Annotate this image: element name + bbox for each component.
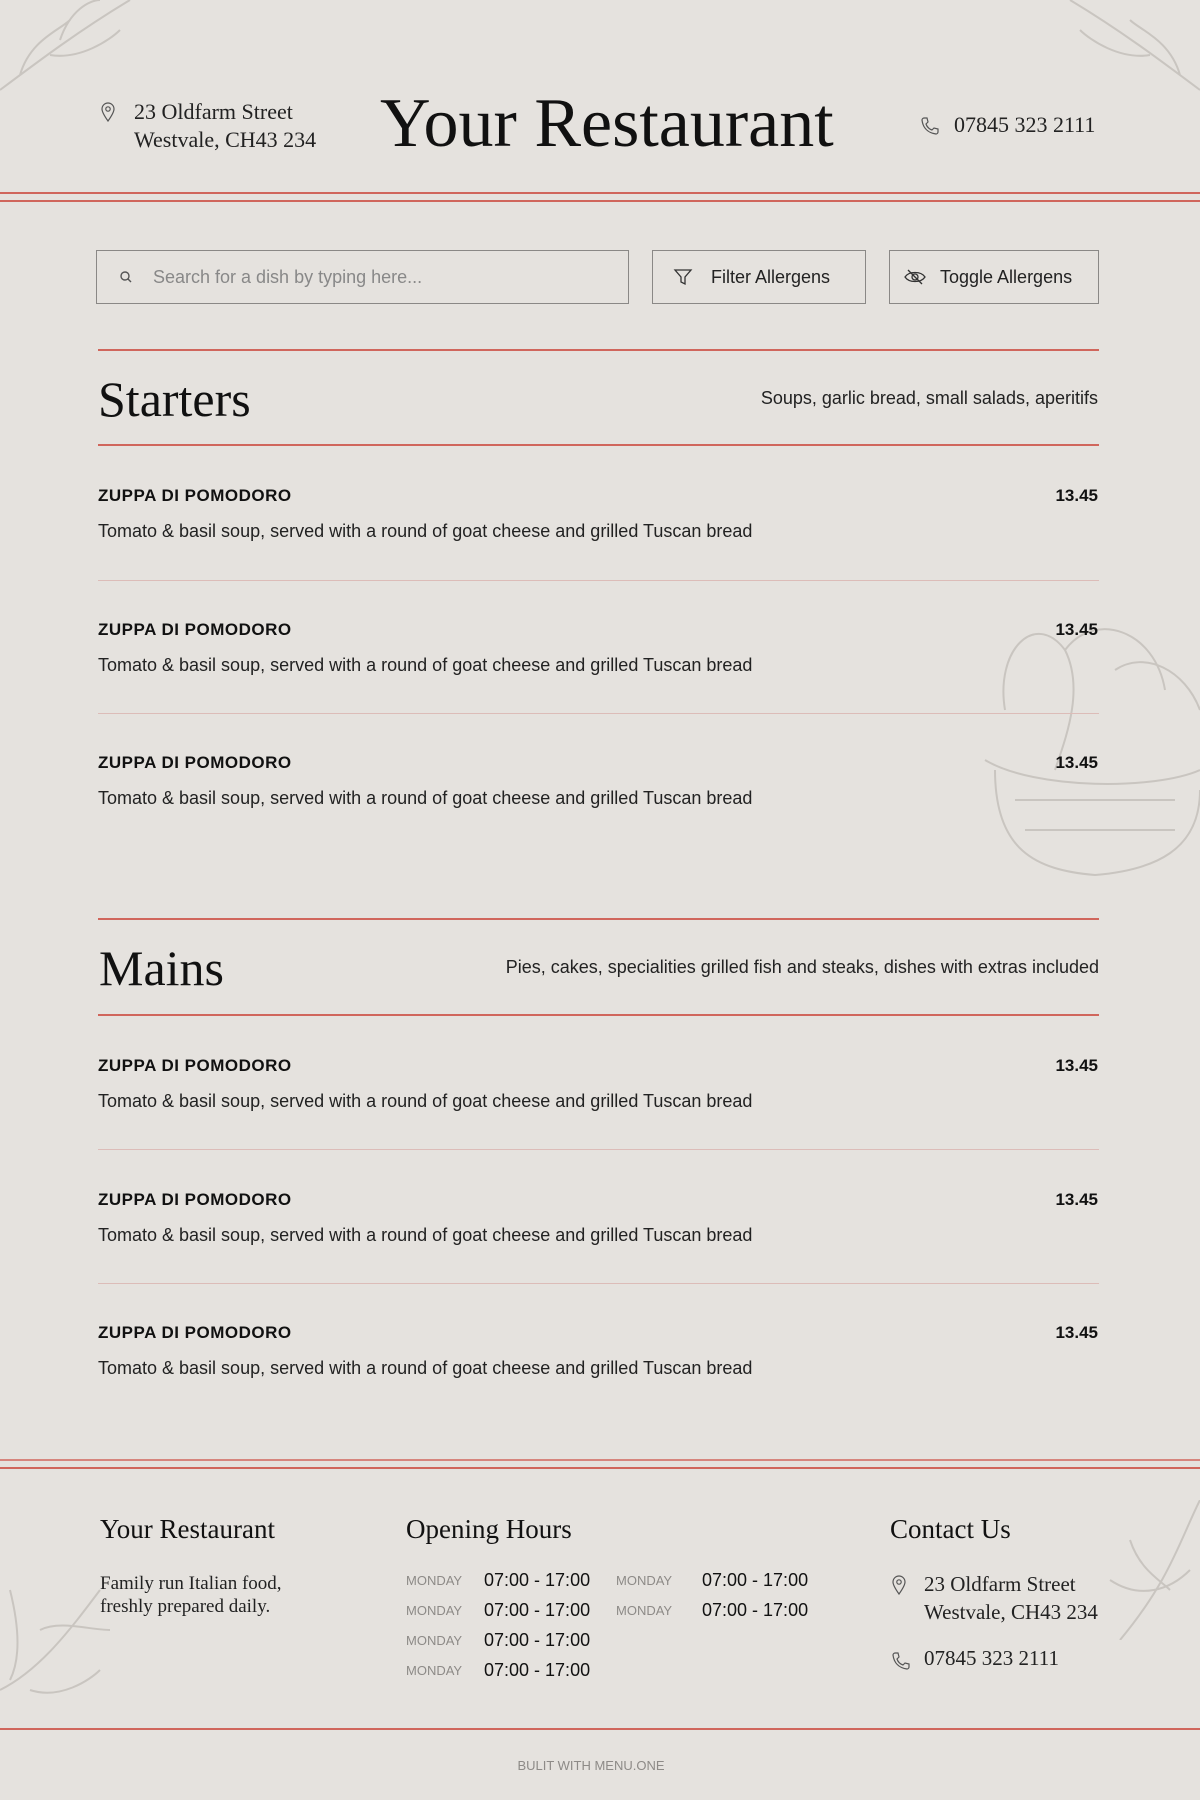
item-divider	[98, 580, 1099, 581]
leaf-decoration-icon	[1100, 1500, 1200, 1640]
item-name: ZUPPA DI POMODORO	[98, 753, 292, 772]
item-price: 13.45	[1055, 1323, 1098, 1342]
section-subtitle: Soups, garlic bread, small salads, aperitifs	[760, 388, 1098, 408]
hours-time: 07:00 - 17:00	[484, 1600, 591, 1620]
phone-icon	[891, 1651, 911, 1671]
hours-time: 07:00 - 17:00	[484, 1660, 591, 1680]
search-input[interactable]	[96, 250, 629, 304]
contact-title: Contact Us	[890, 1514, 1011, 1544]
item-description: Tomato & basil soup, served with a round of goat cheese and grilled Tuscan bread	[98, 1091, 753, 1111]
section-rule	[98, 349, 1099, 351]
eye-off-icon	[904, 268, 926, 286]
leaf-decoration-icon	[0, 1570, 110, 1700]
opening-hours-title: Opening Hours	[406, 1514, 572, 1544]
location-pin-icon	[100, 102, 116, 122]
item-price: 13.45	[1055, 620, 1098, 639]
header-phone[interactable]: 07845 323 2111	[954, 112, 1096, 137]
item-name: ZUPPA DI POMODORO	[98, 620, 292, 639]
footer-address-line2: Westvale, CH43 234	[924, 1600, 1098, 1624]
phone-icon	[920, 116, 940, 136]
item-name: ZUPPA DI POMODORO	[98, 1190, 292, 1209]
toggle-allergens-label: Toggle Allergens	[940, 266, 1073, 287]
leaf-decoration-icon	[0, 0, 140, 100]
restaurant-title: Your Restaurant	[380, 85, 834, 162]
toggle-allergens-button[interactable]	[889, 250, 1099, 304]
hours-row	[616, 1600, 808, 1621]
item-divider	[98, 1149, 1099, 1150]
hours-day: MONDAY	[406, 1573, 463, 1588]
item-divider	[98, 1283, 1099, 1284]
hours-row	[406, 1600, 590, 1621]
section-rule	[98, 444, 1099, 446]
item-description: Tomato & basil soup, served with a round of goat cheese and grilled Tuscan bread	[98, 1358, 753, 1378]
hours-day: MONDAY	[406, 1663, 463, 1678]
footer-about-line1: Family run Italian food,	[100, 1573, 282, 1594]
hours-row	[616, 1570, 808, 1591]
filter-icon	[673, 267, 693, 287]
search-placeholder: Search for a dish by typing here...	[153, 266, 423, 287]
header-address-line1: 23 Oldfarm Street	[134, 99, 293, 124]
hours-row	[406, 1570, 590, 1591]
hours-day: MONDAY	[406, 1633, 463, 1648]
footer-address-line1: 23 Oldfarm Street	[924, 1572, 1076, 1596]
hours-day: MONDAY	[406, 1603, 463, 1618]
credit-link[interactable]: BULIT WITH MENU.ONE	[517, 1758, 665, 1773]
item-description: Tomato & basil soup, served with a round of goat cheese and grilled Tuscan bread	[98, 788, 753, 808]
leaf-decoration-icon	[1060, 0, 1200, 100]
footer-about-line2: freshly prepared daily.	[100, 1596, 271, 1617]
header-rule	[0, 200, 1200, 202]
footer-about-title: Your Restaurant	[100, 1514, 275, 1544]
section-rule	[98, 918, 1099, 920]
item-description: Tomato & basil soup, served with a round of goat cheese and grilled Tuscan bread	[98, 1225, 753, 1245]
item-price: 13.45	[1055, 753, 1098, 772]
footer-rule	[0, 1459, 1200, 1461]
item-divider	[98, 713, 1099, 714]
item-name: ZUPPA DI POMODORO	[98, 1323, 292, 1342]
search-icon	[119, 270, 133, 284]
item-price: 13.45	[1055, 1056, 1098, 1075]
footer-rule	[0, 1467, 1200, 1469]
item-description: Tomato & basil soup, served with a round of goat cheese and grilled Tuscan bread	[98, 655, 753, 675]
location-pin-icon	[891, 1575, 907, 1595]
hours-row	[406, 1630, 590, 1651]
filter-allergens-label: Filter Allergens	[711, 266, 831, 287]
hours-time: 07:00 - 17:00	[484, 1570, 591, 1590]
item-description: Tomato & basil soup, served with a round of goat cheese and grilled Tuscan bread	[98, 521, 753, 541]
header-address-line2: Westvale, CH43 234	[134, 127, 317, 152]
item-name: ZUPPA DI POMODORO	[98, 1056, 292, 1075]
hours-time: 07:00 - 17:00	[702, 1570, 809, 1590]
item-price: 13.45	[1055, 486, 1098, 505]
section-subtitle: Pies, cakes, specialities grilled fish and steaks, dishes with extras included	[505, 957, 1099, 977]
section-rule	[98, 1014, 1099, 1016]
item-name: ZUPPA DI POMODORO	[98, 486, 292, 505]
hours-day: MONDAY	[616, 1603, 673, 1618]
hours-row	[406, 1660, 590, 1681]
hours-day: MONDAY	[616, 1573, 673, 1588]
section-title: Starters	[98, 371, 251, 427]
footer-rule	[0, 1728, 1200, 1730]
section-title: Mains	[99, 940, 224, 996]
hours-time: 07:00 - 17:00	[702, 1600, 809, 1620]
footer-phone[interactable]: 07845 323 2111	[924, 1646, 1059, 1670]
filter-allergens-button[interactable]	[652, 250, 866, 304]
header-rule	[0, 192, 1200, 194]
item-price: 13.45	[1055, 1190, 1098, 1209]
hours-time: 07:00 - 17:00	[484, 1630, 591, 1650]
